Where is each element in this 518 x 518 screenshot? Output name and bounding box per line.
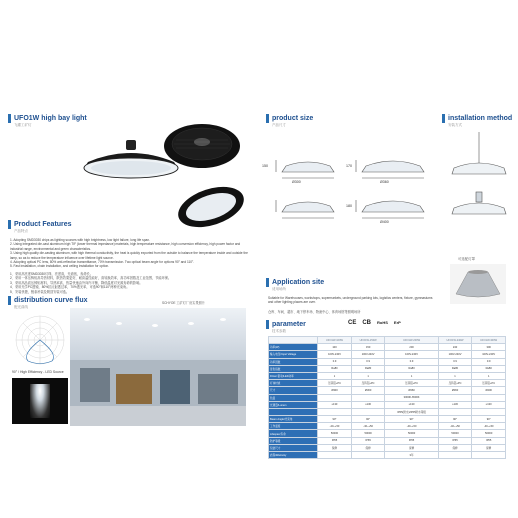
table-row: 功率因数 0.9 0.9 0.9 0.9 0.9	[269, 358, 506, 365]
size-row2-width: Ø360	[380, 180, 389, 184]
features-title: Product Features	[14, 221, 72, 228]
table-row: IP65(防水)/IP65防水等级	[269, 408, 506, 415]
table-row: 色温 3000K-6500K	[269, 394, 506, 401]
polar-distribution-chart	[14, 314, 66, 366]
table-row: Beam Angle/光束角 90° 90° 90° 90° 90°	[269, 416, 506, 423]
size-title: product size	[272, 115, 314, 122]
application-text-cn: 仓库、车间、超市、地下停车场、物流中心、体育场馆等照明场所	[268, 310, 361, 314]
application-text-en: Suitable for Warehouses, workshops, supermarkets, underground parking lots, logistics centers, fixture, gymnasiums and other lighting places are over.	[268, 296, 433, 305]
ce-mark: CE	[348, 320, 357, 326]
rohs-mark: RoHS	[377, 320, 388, 325]
cb-mark: CB	[362, 320, 372, 326]
size-row3-height: 180	[346, 204, 352, 208]
install-drawings	[448, 128, 510, 240]
flux-title-cn: 配光曲线	[14, 305, 28, 309]
factory-photo	[70, 308, 246, 426]
table-row: 输入电压/Input Voltage 100V-240V 100V-240V 100V-240V 100V-240V 100V-240V	[269, 351, 506, 358]
size-drawings	[268, 144, 440, 234]
size-row3-width: Ø400	[380, 220, 389, 224]
features-text-en: 1. Adopting SMD3030 chips as lighting sources with high brightness, low light failure, long life span. 2. Using integrated die-cast aluminum high TIF (lower thermal impedance) materials, high temperature resistance, high conversion efficiency, high power factor and industrial range, environmental and green characteristics. 3. Using high quality die-casting aluminum, with high thermal conductivity, the heat is quickly exported from the outside to balance the temperature inside and outside the lamp, so as to reduce the temperature influence over lifetime light source. 4. Adopting optical PC lens, 80% anti-reflection transmittance, 70% transmission. Two optical beam angle for options 90° and 110°. 5. Fast installation, chain installation, and ceiling installation for option.	[10, 238, 248, 269]
features-section	[8, 220, 72, 233]
table-row: 尺寸 Ø300 Ø300 Ø360 Ø360 Ø400	[269, 387, 506, 394]
table-row: Driver 驱动/LED功率 1 1 1 1 1	[269, 372, 506, 379]
table-row: 质保/Warranty 3年	[269, 452, 506, 459]
application-title: Application site	[272, 279, 325, 286]
certification-marks	[348, 320, 401, 326]
table-header-row: UFO1W-100W UFO1W-150W UFO1W-200W UFO1W-240W UFO1W-300W	[269, 337, 506, 344]
table-row: 灯体材质 压铸铝+PC 压铸铝+PC 压铸铝+PC 压铸铝+PC 压铸铝+PC	[269, 380, 506, 387]
flux-section	[8, 296, 88, 309]
install-title-cn: 安装方式	[448, 123, 462, 127]
table-row: 功率(W) 100 150 200 240 300	[269, 344, 506, 351]
parameter-title: parameter	[272, 321, 306, 328]
size-row2-height: 170	[346, 164, 352, 168]
accessory-caption: 可选配灯罩	[458, 257, 475, 261]
size-row1-height: 150	[262, 164, 268, 168]
parameter-section	[266, 320, 306, 333]
table-row: Lifespan/寿命 50000 50000 50000 50000 50000	[269, 430, 506, 437]
parameter-table	[268, 336, 506, 459]
table-row: 包装尺寸 保修 保修 保修 保修 保修	[269, 444, 506, 451]
left-page	[4, 88, 260, 430]
product-title-cn: 飞碟工矿灯	[14, 123, 32, 127]
install-title: installation method	[448, 115, 513, 122]
application-title-cn: 适用场所	[272, 287, 286, 291]
table-row: 显色指数 Ra80 Ra80 Ra80 Ra80 Ra80	[269, 365, 506, 372]
size-row1-width: Ø300	[292, 180, 301, 184]
features-text-cn: 1、采用高亮度SMD3030灯珠，亮度高，光衰低，寿命长。 2、采用一体压铸铝高导热材料，散热效果更好，耐高温性能好，高转换效率，高功率因数及工业范围，节能环保。 3、采用高品质压铸铝材料，导热率高，热量快速由外向内平衡，降低温度对光源寿命的影响。 4、采用光学PC透镜，80%抗反射透过率，70%透光率，可选90°和110°两种光束角。 5、安装快捷，链条吊装及吸顶安装可选。	[10, 272, 172, 294]
table-row: 防护等级 IP65 IP65 IP65 IP65 IP65	[269, 437, 506, 444]
product-image-tilted	[174, 184, 248, 230]
size-section	[266, 114, 314, 127]
flux-title: distribution curve flux	[14, 297, 88, 304]
light-beam-photo	[12, 378, 68, 424]
title-section	[8, 114, 87, 127]
product-title: UFO1W high bay light	[14, 115, 87, 122]
size-title-cn: 产品尺寸	[272, 123, 286, 127]
install-section	[442, 114, 513, 127]
photo-caption: SCHYOE 工矿灯厂房实景照片	[162, 301, 206, 305]
parameter-title-cn: 技术参数	[272, 329, 286, 333]
reflector-accessory-image	[450, 264, 506, 304]
right-page	[262, 88, 514, 458]
flux-caption: 90° / High Efficiency - LED Source	[12, 370, 64, 374]
erp-mark: ErP	[393, 320, 401, 325]
table-row: 光通量/Lumen ≥130 ≥130 ≥130 ≥130 ≥130	[269, 401, 506, 408]
features-title-cn: 产品特点	[14, 229, 28, 233]
product-image-front	[68, 138, 194, 190]
application-section	[266, 278, 325, 291]
table-row: 工作温度 -40~+50 -40~+50 -40~+50 -40~+50 -40~+50	[269, 423, 506, 430]
